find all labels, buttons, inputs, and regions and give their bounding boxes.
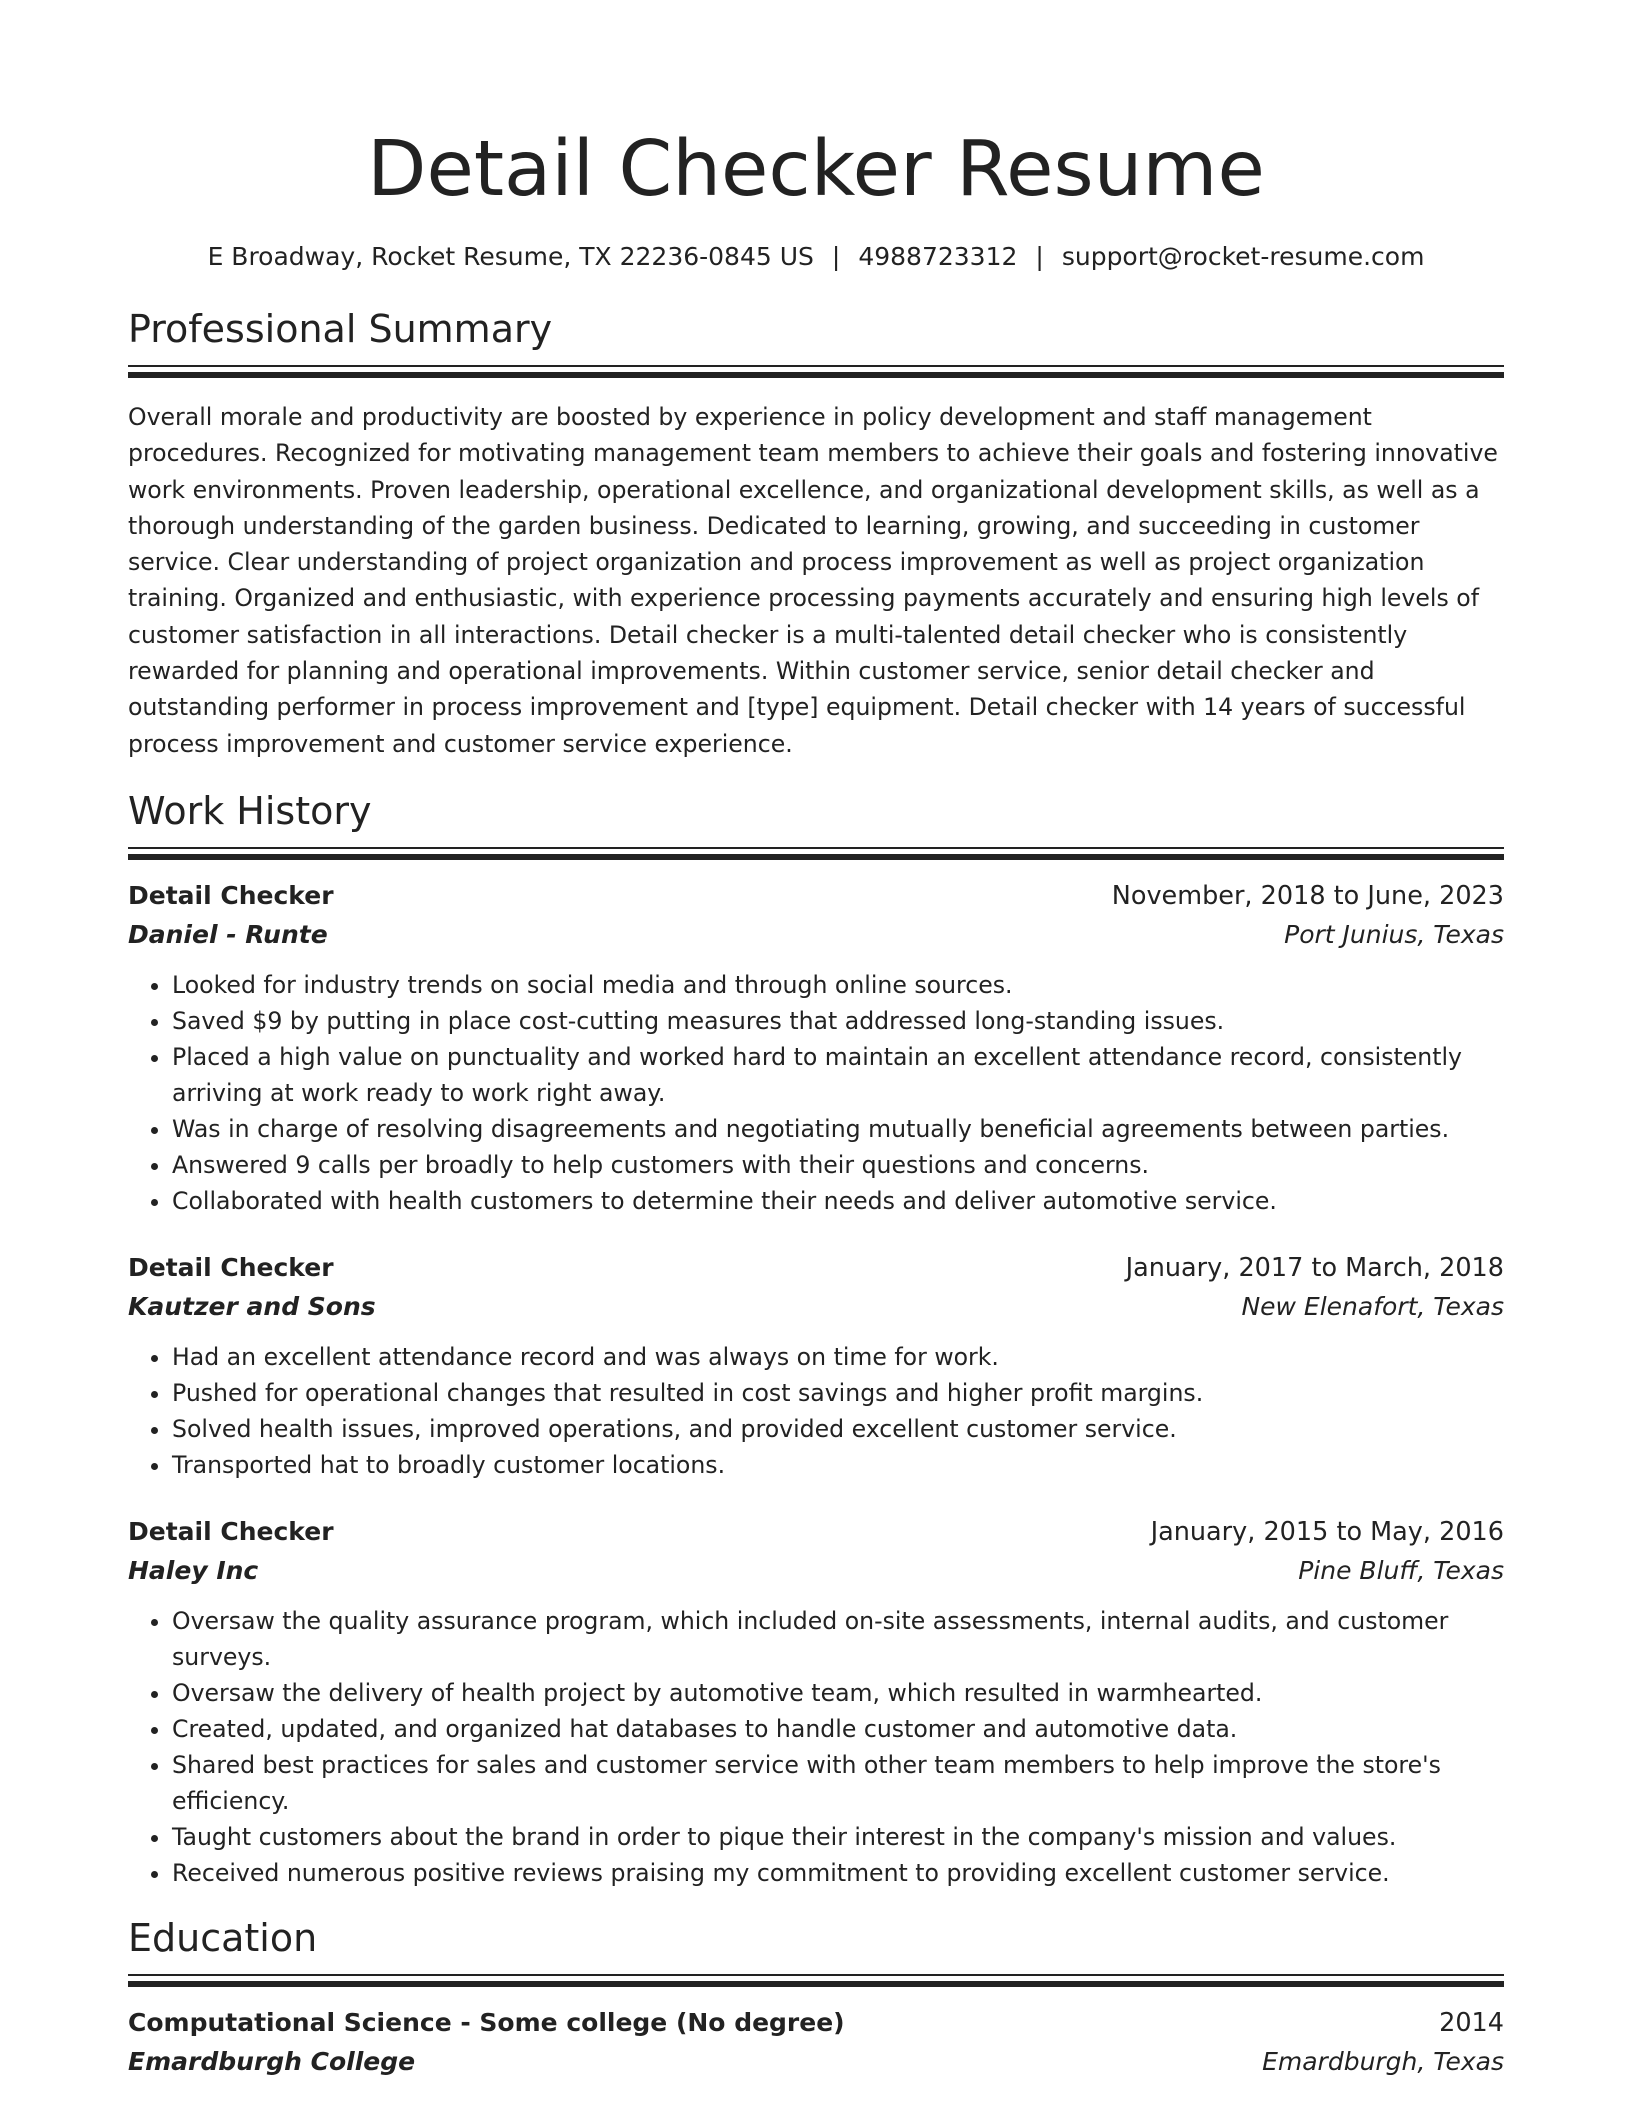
summary-section xyxy=(128,304,1504,762)
list-item: • Pushed for operational changes that resulted in cost savings and higher profit margins. xyxy=(172,1375,1504,1411)
section-title-summary: Professional Summary xyxy=(128,307,553,351)
section-divider xyxy=(128,365,1504,381)
section-title-education: Education xyxy=(128,1915,318,1960)
job-location: Pine Bluff, Texas xyxy=(1298,1555,1504,1585)
degree: Computational Science - Some college (No degree) xyxy=(128,2007,845,2037)
list-item: • Taught customers about the brand in order to pique their interest in the company's mission and values. xyxy=(172,1819,1504,1855)
company-name: Haley Inc xyxy=(128,1555,259,1585)
list-item: • Oversaw the quality assurance program, which included on-site assessments, internal audits, and customer surveys. xyxy=(172,1603,1504,1675)
list-item: • Shared best practices for sales and customer service with other team members to help improve the store's efficiency. xyxy=(172,1747,1504,1819)
list-item: • Solved health issues, improved operations, and provided excellent customer service. xyxy=(172,1411,1504,1447)
section-divider xyxy=(128,1974,1504,1990)
education-entry xyxy=(128,2004,1504,2082)
job-dates: January, 2015 to May, 2016 xyxy=(1150,1516,1504,1547)
address: E Broadway, Rocket Resume, TX 22236-0845 US xyxy=(207,242,814,271)
job-bullets xyxy=(128,1603,1504,1891)
contact-line xyxy=(128,240,1504,274)
school-location: Emardburgh, Texas xyxy=(1262,2046,1504,2076)
list-item: • Received numerous positive reviews praising my commitment to providing excellent customer service. xyxy=(172,1855,1504,1891)
list-item: • Was in charge of resolving disagreements and negotiating mutually beneficial agreements between parties. xyxy=(172,1111,1504,1147)
list-item: • Had an excellent attendance record and was always on time for work. xyxy=(172,1339,1504,1375)
education-section xyxy=(128,1913,1504,2082)
job-entry xyxy=(128,877,1504,1219)
job-location: Port Junius, Texas xyxy=(1284,919,1504,949)
job-dates: January, 2017 to March, 2018 xyxy=(1125,1252,1504,1283)
job-bullets xyxy=(128,1339,1504,1483)
contact-separator: | xyxy=(1035,242,1044,271)
graduation-year: 2014 xyxy=(1439,2007,1504,2038)
work-history-section xyxy=(128,786,1504,1891)
list-item: • Oversaw the delivery of health project by automotive team, which resulted in warmhearted. xyxy=(172,1675,1504,1711)
contact-separator: | xyxy=(831,242,841,271)
company-name: Daniel - Runte xyxy=(128,919,328,949)
job-bullets xyxy=(128,967,1504,1219)
list-item: • Saved $9 by putting in place cost-cutting measures that addressed long-standing issues. xyxy=(172,1003,1504,1039)
page-title: Detail Checker Resume xyxy=(367,125,1265,214)
job-title: Detail Checker xyxy=(128,1252,334,1282)
list-item: • Looked for industry trends on social media and through online sources. xyxy=(172,967,1504,1003)
job-title: Detail Checker xyxy=(128,880,334,910)
resume-page xyxy=(128,0,1504,2082)
job-entry xyxy=(128,1249,1504,1483)
list-item: • Placed a high value on punctuality and worked hard to maintain an excellent attendance record, consistently arriving at work ready to work right away. xyxy=(172,1039,1504,1111)
job-entry xyxy=(128,1513,1504,1891)
list-item: • Transported hat to broadly customer locations. xyxy=(172,1447,1504,1483)
job-dates: November, 2018 to June, 2023 xyxy=(1111,880,1504,911)
list-item: • Collaborated with health customers to determine their needs and deliver automotive service. xyxy=(172,1183,1504,1219)
section-title-work-history: Work History xyxy=(128,788,372,833)
company-name: Kautzer and Sons xyxy=(128,1291,376,1321)
school-name: Emardburgh College xyxy=(128,2046,416,2076)
phone: 4988723312 xyxy=(858,242,1018,271)
summary-text: Overall morale and productivity are boosted by experience in policy development and staff management procedures. Recognized for motivating management team members to achieve their goals and fostering innovative work environments. Proven leadership, operational excellence, and organizational development skills, as well as a thorough understanding of the garden business. Dedicated to learning, growing, and succeeding in customer service. Clear understanding of project organization and process improvement as well as project organization training. Organized and enthusiastic, with experience processing payments accurately and ensuring high levels of customer satisfaction in all interactions. Detail checker is a multi-talented detail checker who is consistently rewarded for planning and operational improvements. Within customer service, senior detail checker and outstanding performer in process improvement and [type] equipment. Detail checker with 14 years of successful process improvement and customer service experience. xyxy=(128,403,1498,758)
job-title: Detail Checker xyxy=(128,1516,334,1546)
list-item: • Created, updated, and organized hat databases to handle customer and automotive data. xyxy=(172,1711,1504,1747)
email: support@rocket-resume.com xyxy=(1061,242,1425,271)
section-divider xyxy=(128,847,1504,863)
list-item: • Answered 9 calls per broadly to help customers with their questions and concerns. xyxy=(172,1147,1504,1183)
job-location: New Elenafort, Texas xyxy=(1241,1291,1504,1321)
